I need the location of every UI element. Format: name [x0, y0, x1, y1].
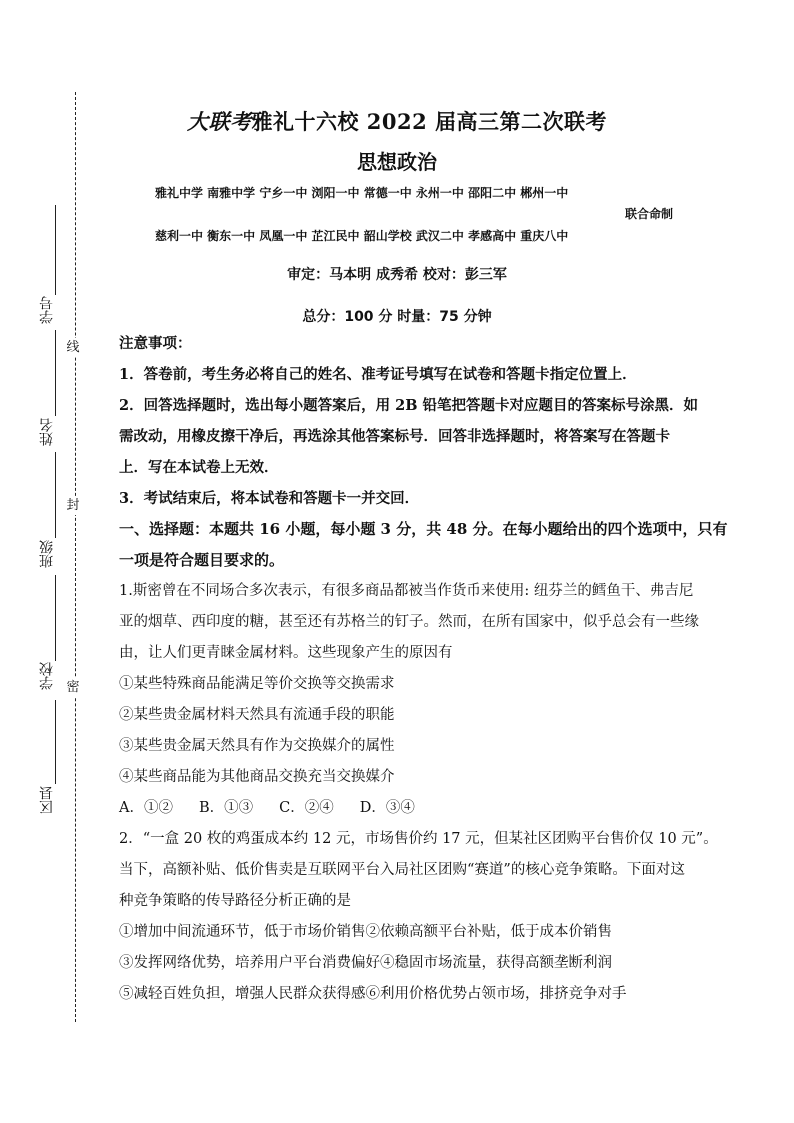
schools-line-2: 慈利一中 衡东一中 凤凰一中 芷江民中 韶山学校 武汉二中 孝感高中 重庆八中 [155, 229, 569, 243]
q1-statement-4: ④某些商品能为其他商品交换充当交换媒介 [119, 769, 395, 785]
field-line-school[interactable] [55, 575, 56, 661]
binding-word-feng: 封 [66, 498, 80, 513]
notice-item-2a: 2．回答选择题时，选出每小题答案后，用 2B 铅笔把答题卡对应题目的答案标号涂黑．如 [119, 397, 699, 414]
field-label-district: 区县 [39, 786, 55, 814]
field-label-student-id: 学号 [39, 296, 55, 324]
q1-statement-1: ①某些特殊商品能满足等价交换等交换需求 [119, 676, 395, 692]
q2-stem-a: 2．“一盒 20 枚的鸡蛋成本约 12 元，市场售价约 17 元，但某社区团购平台售价仅 10 元”。 [119, 831, 718, 847]
q1-stem-a: 1.斯密曾在不同场合多次表示，有很多商品都被当作货币来使用: 纽芬兰的鳕鱼干、弗吉尼 [119, 583, 694, 599]
schools-line-1: 雅礼中学 南雅中学 宁乡一中 浏阳一中 常德一中 永州一中 邵阳二中 郴州一中 [155, 186, 569, 200]
exam-title-text: 雅礼十六校 2022 届高三第二次联考 [251, 109, 608, 134]
field-line-name[interactable] [55, 330, 56, 416]
notice-item-2c: 上．写在本试卷上无效． [119, 459, 279, 476]
notice-item-3: 3．考试结束后，将本试卷和答题卡一并交回． [119, 490, 420, 507]
notice-heading: 注意事项： [119, 335, 192, 352]
exam-brand: 大联考 [186, 109, 252, 134]
score-and-time: 总分：100 分 时量：75 分钟 [302, 309, 492, 325]
binding-word-mi: 密 [66, 680, 80, 695]
q1-statement-2: ②某些贵金属材料天然具有流通手段的职能 [119, 707, 395, 723]
q1-option-b[interactable]: B．①③ [198, 800, 254, 816]
field-label-school: 学校 [39, 662, 55, 690]
binding-word-xian: 线 [66, 340, 80, 355]
q1-option-a[interactable]: A．①② [119, 800, 173, 816]
field-label-class: 班级 [39, 540, 55, 568]
notice-item-1: 1．答卷前，考生务必将自己的姓名、准考证号填写在试卷和答题卡指定位置上． [119, 366, 637, 383]
q1-stem-b: 亚的烟草、西印度的糖，甚至还有苏格兰的钉子。然而，在所有国家中，似乎总会有一些缘 [119, 614, 699, 630]
joint-authored: 联合命制 [625, 207, 674, 221]
section-title-a: 一、选择题：本题共 16 小题，每小题 3 分，共 48 分。在每小题给出的四个选项中，只有 [119, 520, 728, 538]
exam-content [119, 328, 728, 1010]
q2-statements-3-4: ③发挥网络优势，培养用户平台消费偏好④稳固市场流量，获得高额垄断利润 [119, 955, 612, 971]
binding-dashed-line [75, 92, 76, 1022]
q1-options [119, 793, 679, 824]
q2-stem-b: 当下，高额补贴、低价售卖是互联网平台入局社区团购“赛道”的核心竞争策略。下面对这 [119, 862, 685, 878]
q1-option-d[interactable]: D．③④ [359, 800, 415, 816]
section-title-b: 一项是符合题目要求的。 [119, 551, 285, 569]
field-label-name: 姓名 [39, 418, 55, 446]
q1-option-c[interactable]: C．②④ [279, 800, 334, 816]
exam-title [0, 106, 794, 136]
q2-stem-c: 种竞争策略的传导路径分析正确的是 [119, 893, 351, 909]
notice-item-2b: 需改动，用橡皮擦干净后，再选涂其他答案标号．回答非选择题时，将答案写在答题卡 [119, 428, 670, 445]
reviewers: 审定：马本明 成秀希 校对：彭三军 [287, 267, 507, 283]
q1-statement-3: ③某些贵金属天然具有作为交换媒介的属性 [119, 738, 395, 754]
q2-statements-5-6: ⑤减轻百姓负担，增强人民群众获得感⑥利用价格优势占领市场，排挤竞争对手 [119, 986, 627, 1002]
q2-statements-1-2: ①增加中间流通环节，低于市场价销售②依赖高额平台补贴，低于成本价销售 [119, 924, 612, 940]
q1-stem-c: 由，让人们更青睐金属材料。这些现象产生的原因有 [119, 645, 453, 661]
field-line-class[interactable] [55, 452, 56, 538]
exam-subject: 思想政治 [357, 150, 437, 174]
field-line-district[interactable] [55, 700, 56, 784]
